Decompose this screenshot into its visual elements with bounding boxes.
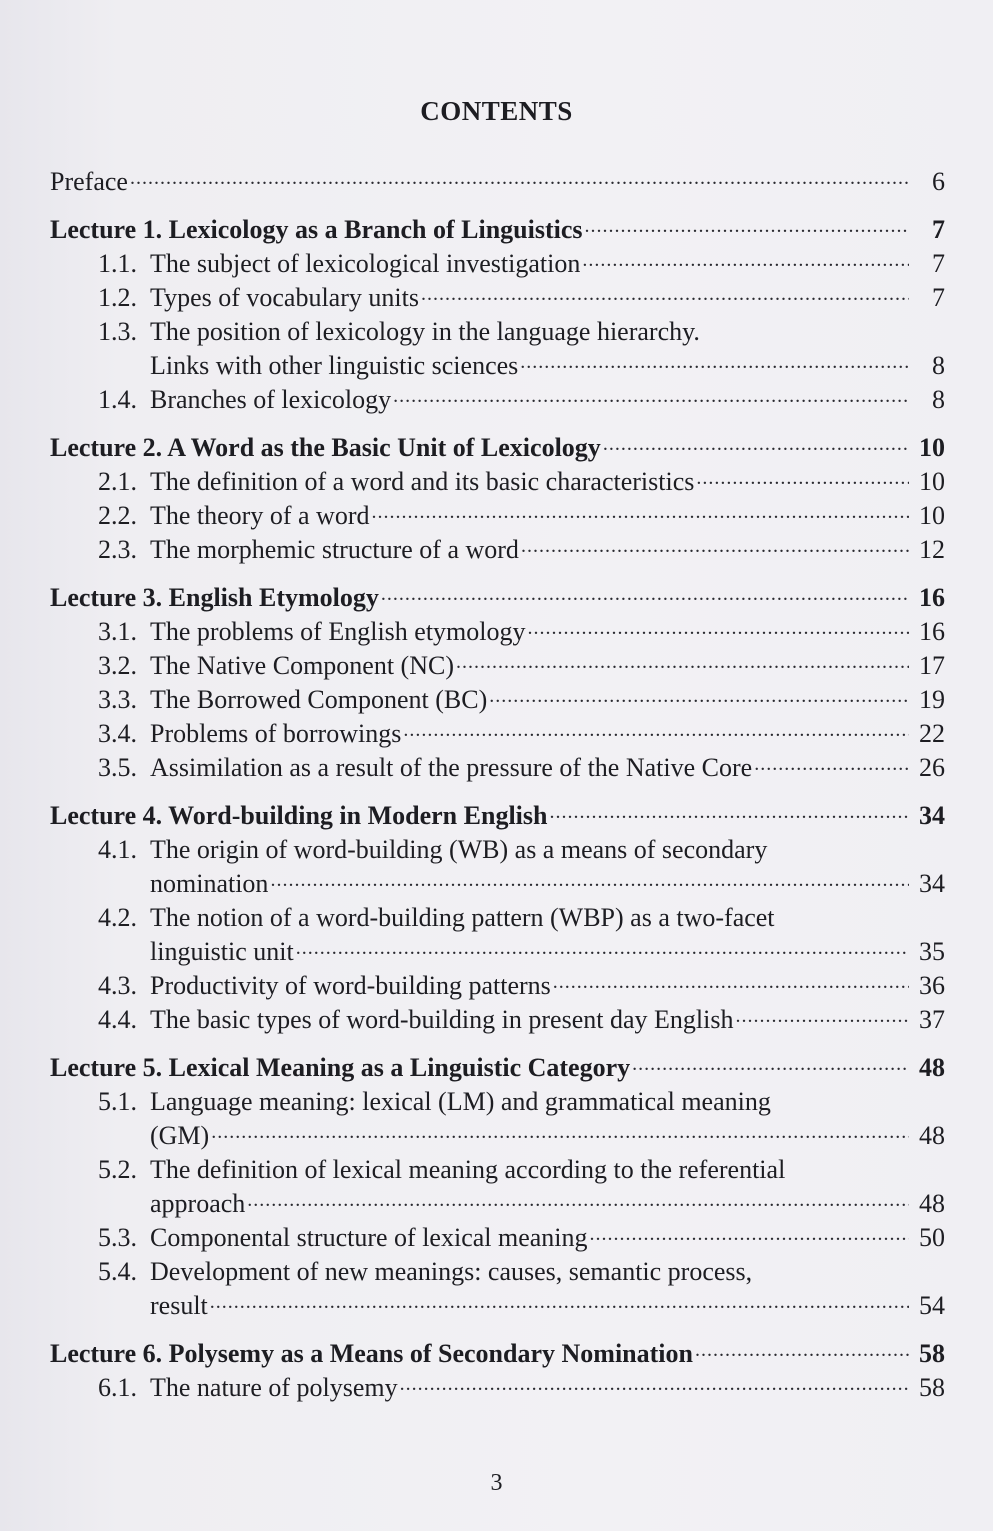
section-title-continued: linguistic unit <box>150 937 294 966</box>
toc-entry-section-continued <box>50 349 945 383</box>
section-text <box>98 247 580 281</box>
section-number: 1.3. <box>98 317 137 346</box>
section-title: The notion of a word-building pattern (WBP) as a two-facet <box>150 903 775 932</box>
section-number: 4.2. <box>98 903 137 932</box>
section-page: 35 <box>919 937 945 966</box>
section-text <box>98 465 694 499</box>
toc-entry-section <box>50 533 945 567</box>
section-title: The definition of lexical meaning according to the referential <box>150 1155 786 1184</box>
section-text <box>98 683 487 717</box>
section-title-continued: nomination <box>150 869 269 898</box>
dot-leader <box>247 1187 909 1221</box>
section-text <box>98 281 419 315</box>
section-page: 7 <box>932 249 945 278</box>
lecture-page: 34 <box>919 801 945 830</box>
section-number: 4.4. <box>98 1005 137 1034</box>
toc-entry-section <box>50 901 945 935</box>
section-title: The basic types of word-building in present day English <box>150 1005 734 1034</box>
section-number: 1.2. <box>98 283 137 312</box>
section-number: 2.1. <box>98 467 137 496</box>
section-title: The Borrowed Component (BC) <box>150 685 488 714</box>
toc-entry-section <box>50 315 945 349</box>
dot-leader <box>696 465 909 499</box>
section-text <box>98 1371 398 1405</box>
toc-entry-section-continued <box>50 1119 945 1153</box>
dot-leader <box>695 1337 909 1371</box>
section-text <box>98 533 519 567</box>
section-title: The Native Component (NC) <box>150 651 454 680</box>
section-title: The definition of a word and its basic characteristics <box>150 467 695 496</box>
section-title: The problems of English etymology <box>150 617 526 646</box>
section-text <box>98 649 454 683</box>
section-page: 48 <box>919 1189 945 1218</box>
page-title: CONTENTS <box>420 96 573 126</box>
section-page: 8 <box>932 385 945 414</box>
section-title: Assimilation as a result of the pressure of the Native Core <box>150 753 753 782</box>
lecture-page: 48 <box>919 1053 945 1082</box>
section-number: 4.1. <box>98 835 137 864</box>
section-title: The position of lexicology in the language hierarchy. <box>150 317 700 346</box>
toc-entry-section <box>50 615 945 649</box>
section-title: Development of new meanings: causes, semantic process, <box>150 1257 753 1286</box>
page-number: 3 <box>490 1470 503 1496</box>
dot-leader <box>520 349 909 383</box>
toc-entry-section <box>50 683 945 717</box>
toc-entry-section-continued <box>50 1187 945 1221</box>
dot-leader <box>489 683 909 717</box>
toc-entry-section <box>50 649 945 683</box>
dot-leader <box>400 1371 909 1405</box>
section-title: The nature of polysemy <box>150 1373 398 1402</box>
section-page: 34 <box>919 869 945 898</box>
toc-entry-preface <box>50 165 945 199</box>
section-page: 10 <box>919 467 945 496</box>
dot-leader <box>590 1221 909 1255</box>
section-number: 3.3. <box>98 685 137 714</box>
section-title: Componental structure of lexical meaning <box>150 1223 588 1252</box>
section-text <box>98 615 526 649</box>
toc-entry-lecture <box>50 581 945 615</box>
dot-leader <box>521 533 909 567</box>
section-page: 36 <box>919 971 945 1000</box>
section-text <box>98 1003 733 1037</box>
toc-entry-lecture <box>50 431 945 465</box>
dot-leader <box>735 1003 909 1037</box>
dot-leader <box>393 383 909 417</box>
toc-entry-section <box>50 1221 945 1255</box>
section-page: 17 <box>919 651 945 680</box>
section-text <box>98 717 401 751</box>
toc-entry-section <box>50 1085 945 1119</box>
toc-entry-section-continued <box>50 1289 945 1323</box>
section-page: 19 <box>919 685 945 714</box>
section-page: 26 <box>919 753 945 782</box>
lecture-page: 7 <box>932 215 945 244</box>
toc-entry-lecture <box>50 1051 945 1085</box>
section-text <box>98 751 752 785</box>
section-page: 12 <box>919 535 945 564</box>
section-page: 16 <box>919 617 945 646</box>
dot-leader <box>528 615 909 649</box>
dot-leader <box>211 1119 909 1153</box>
section-title-continued: (GM) <box>150 1121 210 1150</box>
dot-leader <box>456 649 909 683</box>
lecture-list <box>50 213 945 1405</box>
section-title: The origin of word-building (WB) as a means of secondary <box>150 835 768 864</box>
toc-entry-section <box>50 499 945 533</box>
lecture-title: Lecture 1. Lexicology as a Branch of Linguistics <box>50 215 583 244</box>
dot-leader <box>270 867 909 901</box>
section-number: 3.5. <box>98 753 137 782</box>
toc-entry-lecture <box>50 1337 945 1371</box>
lecture-title: Lecture 3. English Etymology <box>50 583 379 612</box>
section-page: 58 <box>919 1373 945 1402</box>
toc-entry-section <box>50 383 945 417</box>
lecture-page: 58 <box>919 1339 945 1368</box>
section-number: 5.2. <box>98 1155 137 1184</box>
toc-entry-lecture <box>50 799 945 833</box>
section-number: 3.2. <box>98 651 137 680</box>
dot-leader <box>403 717 909 751</box>
lecture-page: 10 <box>919 433 945 462</box>
toc-entry-section <box>50 1153 945 1187</box>
table-of-contents <box>50 165 945 1405</box>
toc-entry-section-continued <box>50 867 945 901</box>
dot-leader <box>381 581 909 615</box>
section-number: 4.3. <box>98 971 137 1000</box>
preface-label: Preface <box>50 167 128 196</box>
dot-leader <box>371 499 909 533</box>
dot-leader <box>296 935 909 969</box>
toc-entry-section <box>50 1003 945 1037</box>
section-number: 5.1. <box>98 1087 137 1116</box>
section-page: 48 <box>919 1121 945 1150</box>
dot-leader <box>553 969 909 1003</box>
dot-leader <box>210 1289 909 1323</box>
lecture-title: Lecture 5. Lexical Meaning as a Linguistic Category <box>50 1053 631 1082</box>
dot-leader <box>603 431 909 465</box>
section-title: Productivity of word-building patterns <box>150 971 551 1000</box>
dot-leader <box>549 799 909 833</box>
section-text <box>98 383 391 417</box>
section-page: 7 <box>932 283 945 312</box>
section-title: Language meaning: lexical (LM) and grammatical meaning <box>150 1087 771 1116</box>
dot-leader <box>632 1051 909 1085</box>
section-title: The subject of lexicological investigation <box>150 249 581 278</box>
section-title-continued: approach <box>150 1189 246 1218</box>
section-title: Types of vocabulary units <box>150 283 419 312</box>
dot-leader <box>130 165 909 199</box>
dot-leader <box>421 281 909 315</box>
toc-entry-section <box>50 1371 945 1405</box>
preface-page: 6 <box>932 167 945 196</box>
dot-leader <box>582 247 909 281</box>
section-title: Branches of lexicology <box>150 385 392 414</box>
toc-entry-section <box>50 833 945 867</box>
lecture-title: Lecture 6. Polysemy as a Means of Secondary Nomination <box>50 1339 693 1368</box>
toc-entry-section <box>50 1255 945 1289</box>
section-page: 10 <box>919 501 945 530</box>
section-number: 5.3. <box>98 1223 137 1252</box>
section-text <box>98 499 369 533</box>
toc-entry-lecture <box>50 213 945 247</box>
section-number: 1.4. <box>98 385 137 414</box>
section-title: Problems of borrowings <box>150 719 402 748</box>
section-number: 3.1. <box>98 617 137 646</box>
toc-entry-section <box>50 717 945 751</box>
section-number: 2.2. <box>98 501 137 530</box>
toc-entry-section <box>50 751 945 785</box>
section-text <box>98 969 551 1003</box>
section-title: The theory of a word <box>150 501 370 530</box>
section-page: 37 <box>919 1005 945 1034</box>
toc-entry-section <box>50 281 945 315</box>
section-text <box>98 1221 588 1255</box>
section-page: 22 <box>919 719 945 748</box>
section-page: 8 <box>932 351 945 380</box>
section-page: 54 <box>919 1291 945 1320</box>
dot-leader <box>754 751 909 785</box>
dot-leader <box>585 213 909 247</box>
section-number: 1.1. <box>98 249 137 278</box>
toc-entry-section <box>50 247 945 281</box>
lecture-page: 16 <box>919 583 945 612</box>
section-number: 3.4. <box>98 719 137 748</box>
toc-entry-section-continued <box>50 935 945 969</box>
toc-entry-section <box>50 465 945 499</box>
section-title: The morphemic structure of a word <box>150 535 519 564</box>
lecture-title: Lecture 2. A Word as the Basic Unit of Lexicology <box>50 433 601 462</box>
section-title-continued: Links with other linguistic sciences <box>150 351 519 380</box>
toc-entry-section <box>50 969 945 1003</box>
section-page: 50 <box>919 1223 945 1252</box>
section-title-continued: result <box>150 1291 208 1320</box>
section-number: 2.3. <box>98 535 137 564</box>
section-number: 6.1. <box>98 1373 137 1402</box>
section-number: 5.4. <box>98 1257 137 1286</box>
lecture-title: Lecture 4. Word-building in Modern English <box>50 801 548 830</box>
